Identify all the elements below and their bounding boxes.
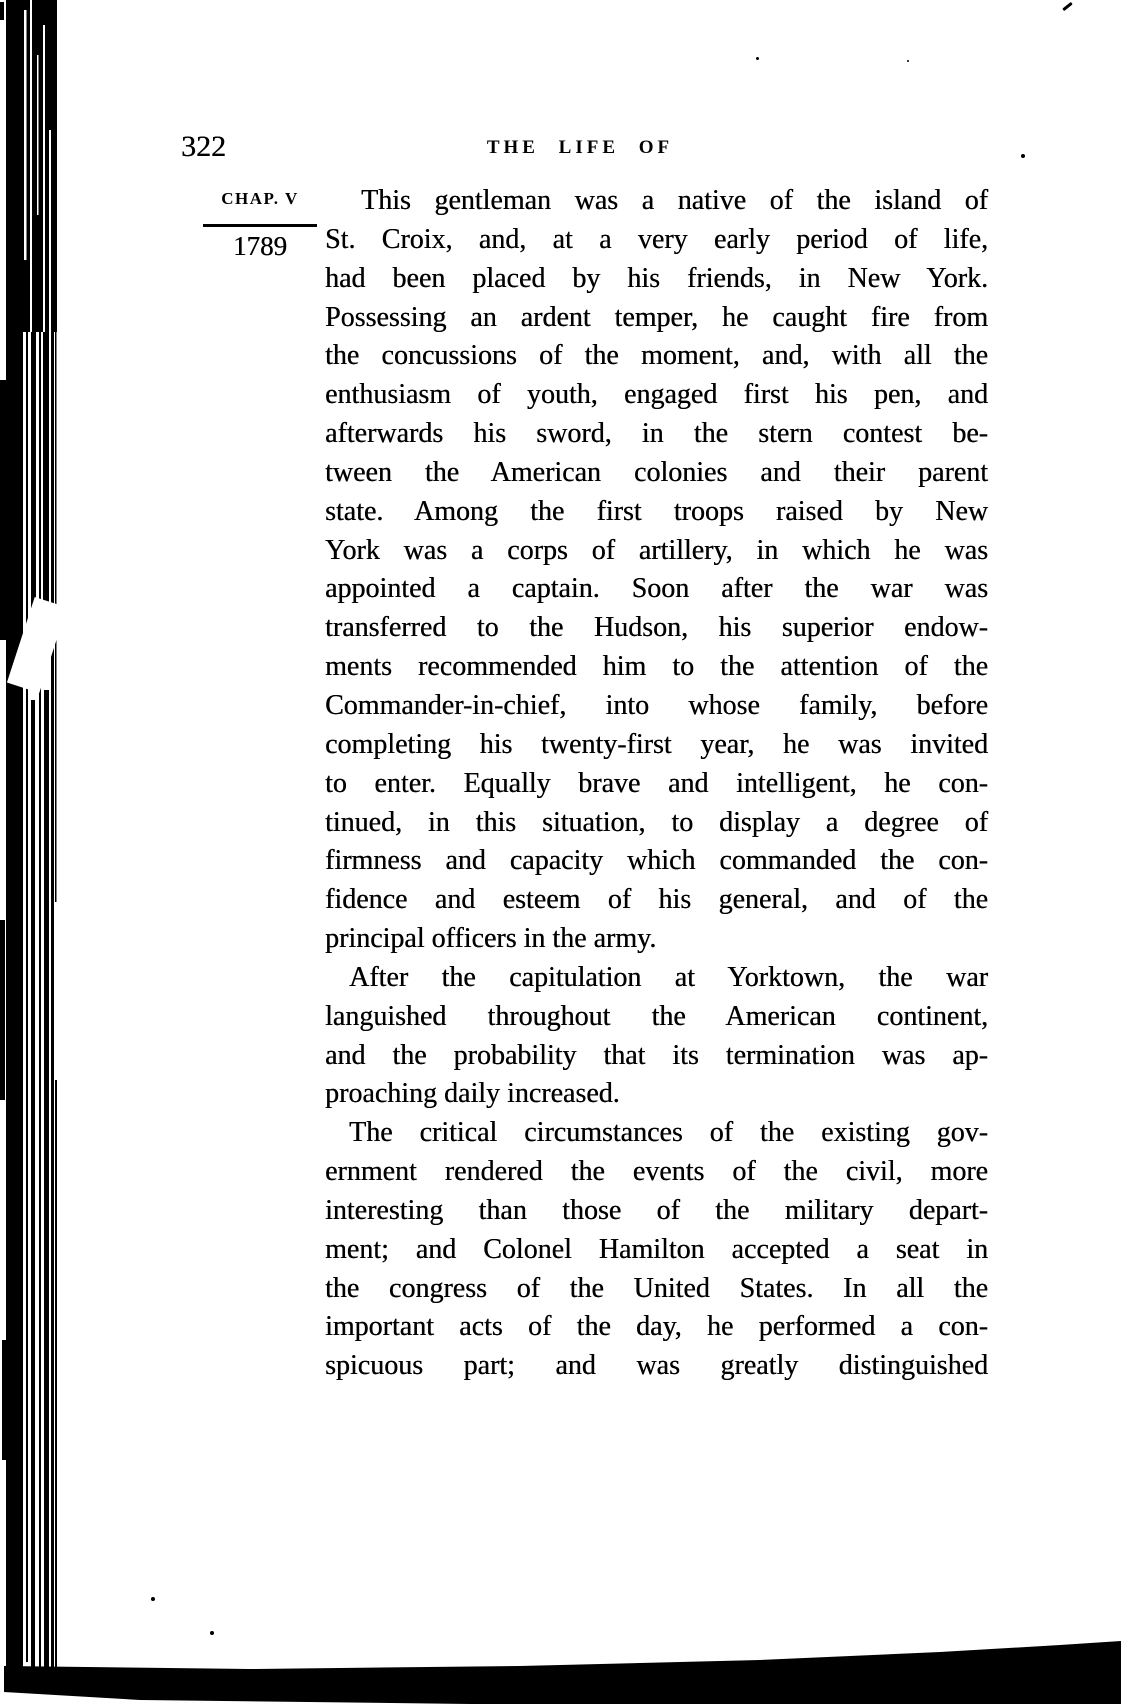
text-line: Commander-in-chief, into whose family, before (325, 689, 988, 721)
bottom-scan-artifact (0, 1630, 1121, 1704)
text-line: the concussions of the moment, and, with all the (325, 340, 988, 372)
text-line: had been placed by his friends, in New York. (325, 262, 988, 294)
text-line: appointed a captain. Soon after the war was (325, 573, 988, 605)
text-line: After the capitulation at Yorktown, the war (349, 961, 988, 993)
paragraph (325, 182, 988, 959)
text-line: state. Among the first troops raised by New (325, 495, 988, 527)
text-line: the congress of the United States. In all the (325, 1272, 988, 1304)
text-line: proaching daily increased. (325, 1078, 620, 1110)
text-line: afterwards his sword, in the stern contest be- (325, 418, 988, 450)
text-line: The critical circumstances of the existing gov- (349, 1117, 988, 1149)
text-line: transferred to the Hudson, his superior endow- (325, 612, 988, 644)
text-line: ments recommended him to the attention of the (325, 651, 988, 683)
text-line: completing his twenty-first year, he was invited (325, 728, 988, 760)
paragraph (325, 1114, 988, 1386)
text-line: languished throughout the American continent, (325, 1000, 988, 1032)
ink-speck (151, 1597, 155, 1601)
text-line: St. Croix, and, at a very early period of life, (325, 223, 988, 255)
text-line: spicuous part; and was greatly distinguished (325, 1350, 988, 1382)
ink-speck (756, 57, 759, 60)
ink-speck (1021, 154, 1025, 158)
ink-speck (1062, 2, 1073, 11)
paragraph (325, 959, 988, 1114)
text-line: principal officers in the army. (325, 923, 657, 955)
ink-speck (907, 60, 909, 62)
text-line: tween the American colonies and their parent (325, 456, 988, 488)
page-number: 322 (181, 130, 226, 163)
binding-scan-artifact (0, 0, 60, 1704)
text-line: interesting than those of the military depart- (325, 1194, 988, 1226)
text-line: and the probability that its termination was ap- (325, 1039, 988, 1071)
text-line: ernment rendered the events of the civil, more (325, 1156, 988, 1188)
text-line: This gentleman was a native of the island of (361, 185, 988, 216)
text-line: ment; and Colonel Hamilton accepted a seat in (325, 1233, 988, 1265)
text-line: firmness and capacity which commanded the con- (325, 845, 988, 877)
body-text (325, 182, 988, 1386)
text-line: important acts of the day, he performed a con- (325, 1311, 988, 1343)
text-line: enthusiasm of youth, engaged first his pen, and (325, 379, 988, 411)
text-line: tinued, in this situation, to display a degree of (325, 806, 988, 838)
text-line: Possessing an ardent temper, he caught fire from (325, 301, 988, 333)
chapter-rule (203, 224, 317, 227)
text-line: to enter. Equally brave and intelligent, he con- (325, 767, 988, 799)
ink-speck (210, 1631, 214, 1635)
year-label: 1789 (233, 231, 287, 261)
text-line: York was a corps of artillery, in which he was (325, 534, 988, 566)
running-header: THE LIFE OF (486, 137, 674, 158)
chapter-label: CHAP. V (221, 189, 299, 208)
text-line: fidence and esteem of his general, and of the (325, 884, 988, 916)
